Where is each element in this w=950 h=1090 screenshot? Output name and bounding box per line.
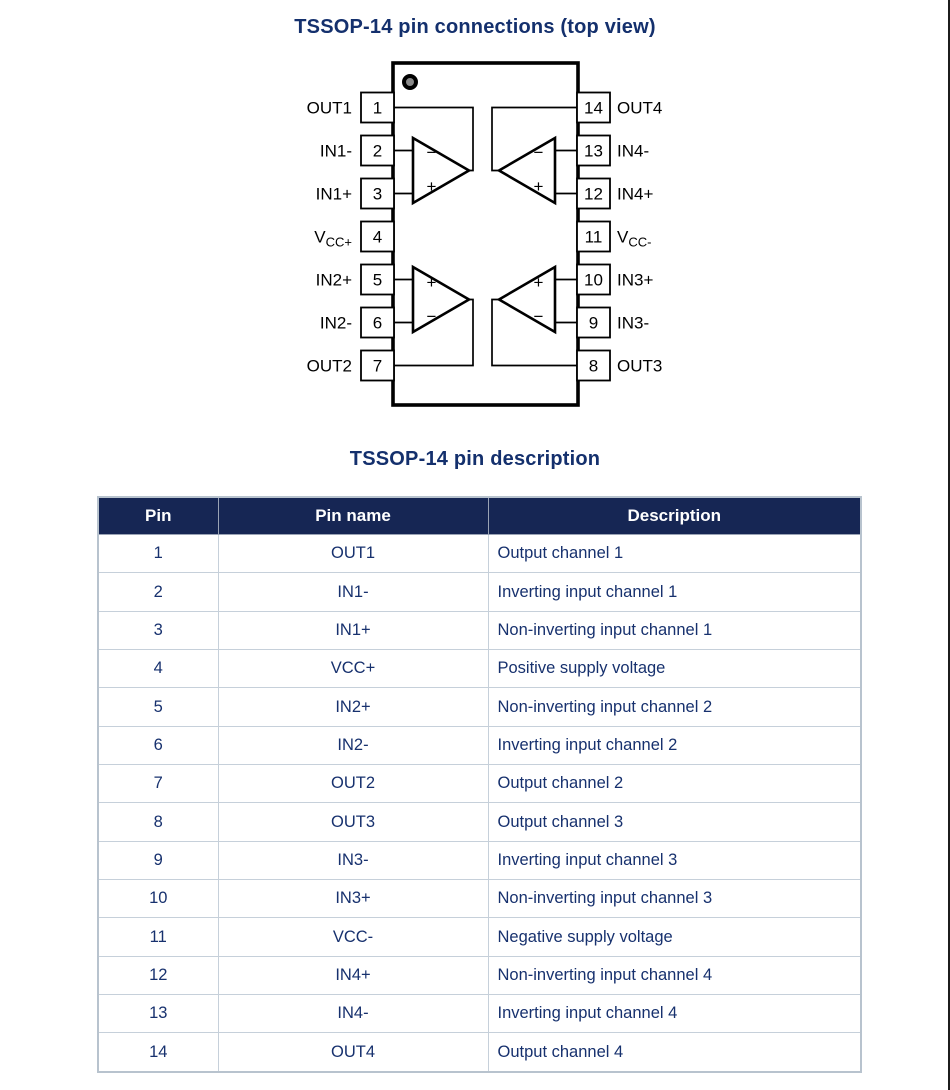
opamp-3-plus-sign: + <box>533 273 544 292</box>
pin-description-cell: Inverting input channel 3 <box>488 841 861 879</box>
pin-6-number: 6 <box>372 313 383 333</box>
pin-11-label: $V_{CC-}$ <box>617 227 652 250</box>
pin-number-cell: 13 <box>98 995 218 1033</box>
pin-1-label: OUT1 <box>306 98 352 118</box>
pin-5-label: IN2+ <box>315 270 352 290</box>
pin-table-body <box>98 535 861 1073</box>
pin-13-label: IN4- <box>617 141 650 161</box>
pin-description-cell: Non-inverting input channel 3 <box>488 880 861 918</box>
pin-number-cell: 1 <box>98 535 218 573</box>
pin-description-cell: Non-inverting input channel 4 <box>488 956 861 994</box>
pin-description-cell: Output channel 2 <box>488 765 861 803</box>
pin-description-cell: Inverting input channel 2 <box>488 726 861 764</box>
table-header-row <box>98 497 861 535</box>
ic-package-body <box>393 63 578 405</box>
pin-14-number: 14 <box>584 98 603 118</box>
pin-12-number: 12 <box>584 184 603 204</box>
table-row <box>98 995 861 1033</box>
pin-name-cell: IN2- <box>218 726 488 764</box>
pin-number-cell: 4 <box>98 650 218 688</box>
pin-description-cell: Positive supply voltage <box>488 650 861 688</box>
table-row <box>98 611 861 649</box>
pin-12-label: IN4+ <box>617 184 654 204</box>
opamp-4-plus-sign: + <box>533 177 544 196</box>
pin-1 <box>307 93 394 123</box>
table-row <box>98 841 861 879</box>
pin-number-cell: 14 <box>98 1033 218 1072</box>
pin-7 <box>307 351 394 381</box>
pin-2-number: 2 <box>372 141 383 161</box>
opamp-1-plus-sign: + <box>426 177 437 196</box>
pin1-indicator-dot-icon <box>404 76 416 88</box>
pin-name-cell: IN3- <box>218 841 488 879</box>
table-row <box>98 1033 861 1072</box>
table-row <box>98 918 861 956</box>
pin-13-number: 13 <box>584 141 603 161</box>
pin-number-cell: 3 <box>98 611 218 649</box>
pin-number-cell: 8 <box>98 803 218 841</box>
pin-3-label: IN1+ <box>315 184 352 204</box>
pin-number-cell: 7 <box>98 765 218 803</box>
pin-connections-title: TSSOP-14 pin connections (top view) <box>294 16 656 38</box>
pin-name-cell: IN1- <box>218 573 488 611</box>
pin-description-cell: Negative supply voltage <box>488 918 861 956</box>
pin-name-cell: VCC- <box>218 918 488 956</box>
pin-4-number: 4 <box>372 227 383 247</box>
pin-number-cell: 5 <box>98 688 218 726</box>
opamp-2-plus-sign: + <box>426 273 437 292</box>
pin-description-cell: Non-inverting input channel 1 <box>488 611 861 649</box>
pin-name-cell: OUT4 <box>218 1033 488 1072</box>
pin-name-cell: OUT1 <box>218 535 488 573</box>
pin-8-label: OUT3 <box>617 356 663 376</box>
pin-number-cell: 6 <box>98 726 218 764</box>
pin-11-number: 11 <box>584 227 603 247</box>
opamp-4-minus-sign: − <box>533 143 544 162</box>
pin-8 <box>577 351 662 381</box>
pin-description-table <box>97 496 862 1073</box>
pin-name-cell: OUT3 <box>218 803 488 841</box>
pin-8-number: 8 <box>588 356 599 376</box>
pin-2-label: IN1- <box>319 141 352 161</box>
pin-name-cell: OUT2 <box>218 765 488 803</box>
pin-description-cell: Output channel 3 <box>488 803 861 841</box>
table-row <box>98 956 861 994</box>
pin-number-cell: 2 <box>98 573 218 611</box>
pin-name-cell: IN1+ <box>218 611 488 649</box>
header-pin-name: Pin name <box>218 497 488 535</box>
pin-5-number: 5 <box>372 270 383 290</box>
pin-14-label: OUT4 <box>617 98 663 118</box>
pin-14 <box>577 93 662 123</box>
header-description: Description <box>488 497 861 535</box>
pin-6-label: IN2- <box>319 313 352 333</box>
table-row <box>98 880 861 918</box>
table-row <box>98 803 861 841</box>
pin-1-number: 1 <box>372 98 383 118</box>
pin-number-cell: 12 <box>98 956 218 994</box>
pin-7-number: 7 <box>372 356 383 376</box>
table-row <box>98 650 861 688</box>
pin-description-cell: Inverting input channel 4 <box>488 995 861 1033</box>
pin-number-cell: 10 <box>98 880 218 918</box>
pin-10-number: 10 <box>584 270 603 290</box>
pin-11 <box>577 222 651 252</box>
pin-description-cell: Inverting input channel 1 <box>488 573 861 611</box>
opamp-2-minus-sign: − <box>426 307 437 326</box>
pin-name-cell: IN3+ <box>218 880 488 918</box>
pin-description-title: TSSOP-14 pin description <box>349 448 601 470</box>
header-pin: Pin <box>98 497 218 535</box>
table-row <box>98 726 861 764</box>
pin-description-cell: Output channel 1 <box>488 535 861 573</box>
table-row <box>98 573 861 611</box>
pin-number-cell: 11 <box>98 918 218 956</box>
table-row <box>98 688 861 726</box>
table-row <box>98 765 861 803</box>
pin-4-label: $V_{CC+}$ <box>314 227 352 250</box>
opamp-3-minus-sign: − <box>533 307 544 326</box>
pin-4 <box>314 222 394 252</box>
pin-10-label: IN3+ <box>617 270 654 290</box>
pin-description-cell: Output channel 4 <box>488 1033 861 1072</box>
pin-number-cell: 9 <box>98 841 218 879</box>
pin-9-number: 9 <box>588 313 599 333</box>
pin-description-cell: Non-inverting input channel 2 <box>488 688 861 726</box>
pin-3-number: 3 <box>372 184 383 204</box>
pin-9-label: IN3- <box>617 313 650 333</box>
opamp-1-minus-sign: − <box>426 143 437 162</box>
pin-name-cell: IN2+ <box>218 688 488 726</box>
tssop14-pin-diagram <box>280 55 680 420</box>
pin-name-cell: VCC+ <box>218 650 488 688</box>
pin-name-cell: IN4- <box>218 995 488 1033</box>
table-row <box>98 535 861 573</box>
pin-7-label: OUT2 <box>306 356 352 376</box>
pin-name-cell: IN4+ <box>218 956 488 994</box>
